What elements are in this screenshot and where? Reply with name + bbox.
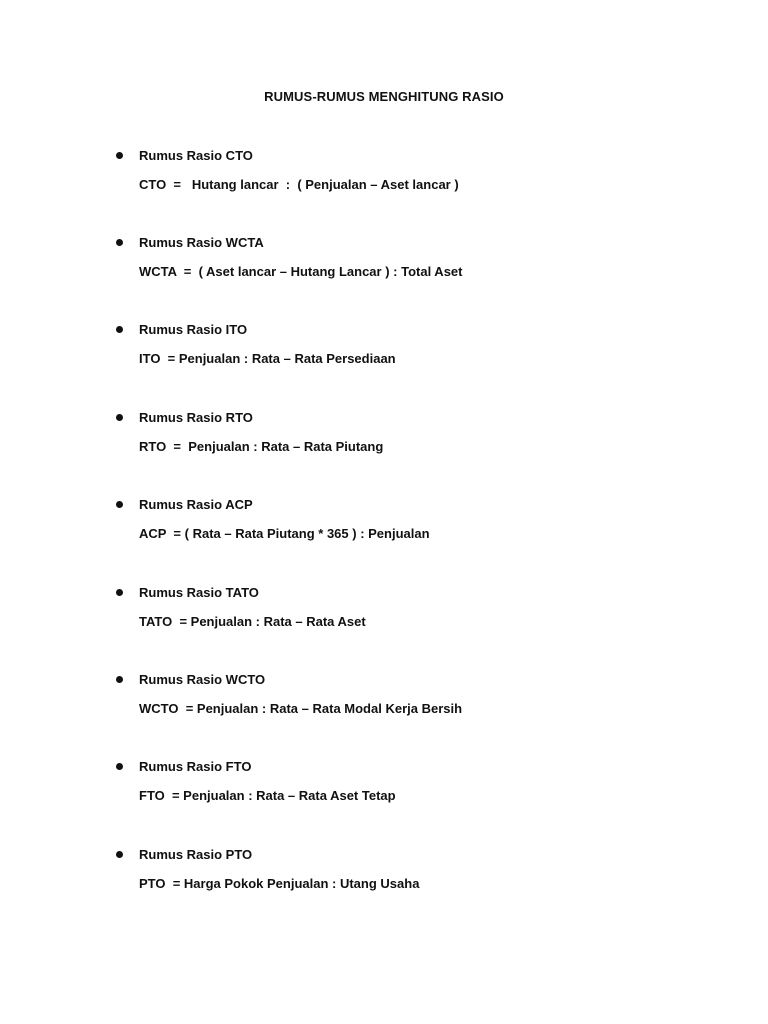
entry-formula: ACP = ( Rata – Rata Piutang * 365 ) : Penjualan [139, 526, 430, 541]
entry-formula: WCTA = ( Aset lancar – Hutang Lancar ) : Total Aset [139, 264, 463, 279]
bullet-icon [116, 326, 123, 333]
bullet-icon [116, 239, 123, 246]
bullet-icon [116, 152, 123, 159]
bullet-icon [116, 589, 123, 596]
bullet-icon [116, 414, 123, 421]
entry-formula: ITO = Penjualan : Rata – Rata Persediaan [139, 351, 396, 366]
entry-heading: Rumus Rasio ACP [139, 497, 253, 512]
bullet-icon [116, 676, 123, 683]
entry-heading: Rumus Rasio FTO [139, 759, 252, 774]
bullet-icon [116, 851, 123, 858]
entry-heading: Rumus Rasio ITO [139, 322, 248, 337]
bullet-icon [116, 501, 123, 508]
entry-formula: CTO = Hutang lancar : ( Penjualan – Aset lancar ) [139, 177, 459, 192]
entry-heading: Rumus Rasio TATO [139, 585, 259, 600]
entry-heading: Rumus Rasio WCTO [139, 672, 266, 687]
entry-formula: FTO = Penjualan : Rata – Rata Aset Tetap [139, 788, 396, 803]
entry-heading: Rumus Rasio WCTA [139, 235, 264, 250]
entry-formula: PTO = Harga Pokok Penjualan : Utang Usaha [139, 876, 420, 891]
document-title: RUMUS-RUMUS MENGHITUNG RASIO [264, 89, 504, 104]
entry-heading: Rumus Rasio PTO [139, 847, 253, 862]
bullet-icon [116, 763, 123, 770]
entry-heading: Rumus Rasio CTO [139, 148, 253, 163]
entry-formula: WCTO = Penjualan : Rata – Rata Modal Kerja Bersih [139, 701, 463, 716]
entry-heading: Rumus Rasio RTO [139, 410, 253, 425]
entry-formula: TATO = Penjualan : Rata – Rata Aset [139, 614, 366, 629]
entry-formula: RTO = Penjualan : Rata – Rata Piutang [139, 439, 384, 454]
